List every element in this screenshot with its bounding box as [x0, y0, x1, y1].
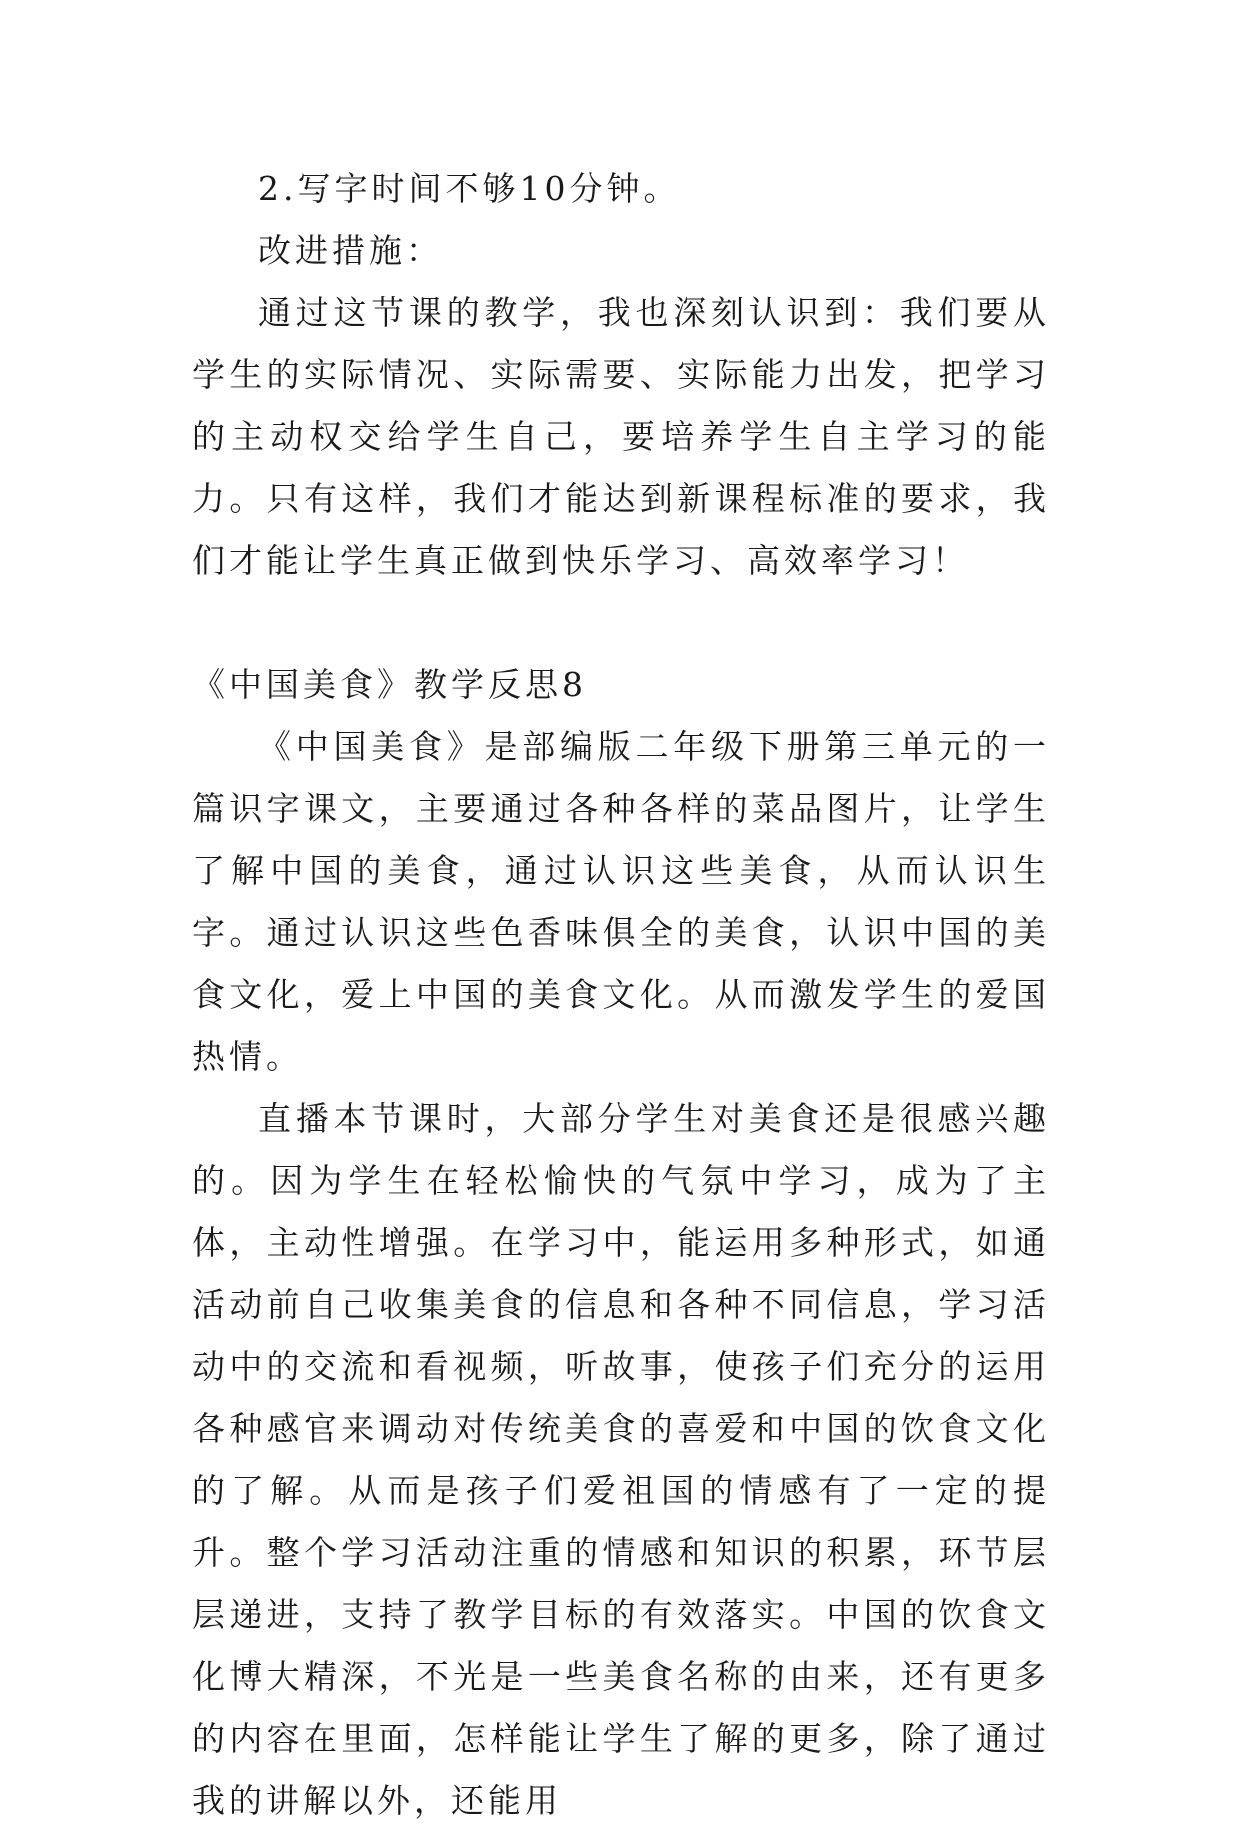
body-paragraph: 直播本节课时，大部分学生对美食还是很感兴趣的。因为学生在轻松愉快的气氛中学习，成为了主体，主动性增强。在学习中，能运用多种形式，如通活动前自己收集美食的信息和各种不同信息，学习活动中的交流和看视频，听故事，使孩子们充分的运用各种感官来调动对传统美食的喜爱和中国的饮食文化的了解。从而是孩子们爱祖国的情感有了一定的提升。整个学习活动注重的情感和知识的积累，环节层层递进，支持了教学目标的有效落实。中国的饮食文化博大精深，不光是一些美食名称的由来，还有更多的内容在里面，怎样能让学生了解的更多，除了通过我的讲解以外，还能用	[192, 1099, 1050, 1820]
section-title: 《中国美食》教学反思8	[192, 665, 587, 704]
section-spacer	[192, 592, 1050, 654]
list-item-2: 2.写字时间不够10分钟。	[258, 169, 681, 208]
document-body	[192, 158, 1050, 1832]
body-paragraph: 《中国美食》是部编版二年级下册第三单元的一篇识字课文，主要通过各种各样的菜品图片，让学生了解中国的美食，通过认识这些美食，从而认识生字。通过认识这些色香味俱全的美食，认识中国的美食文化，爱上中国的美食文化。从而激发学生的爱国热情。	[192, 727, 1050, 1076]
improvement-heading: 改进措施：	[258, 231, 443, 270]
improvement-paragraph: 通过这节课的教学，我也深刻认识到：我们要从学生的实际情况、实际需要、实际能力出发，把学习的主动权交给学生自己，要培养学生自主学习的能力。只有这样，我们才能达到新课程标准的要求，我们才能让学生真正做到快乐学习、高效率学习！	[192, 293, 1050, 580]
